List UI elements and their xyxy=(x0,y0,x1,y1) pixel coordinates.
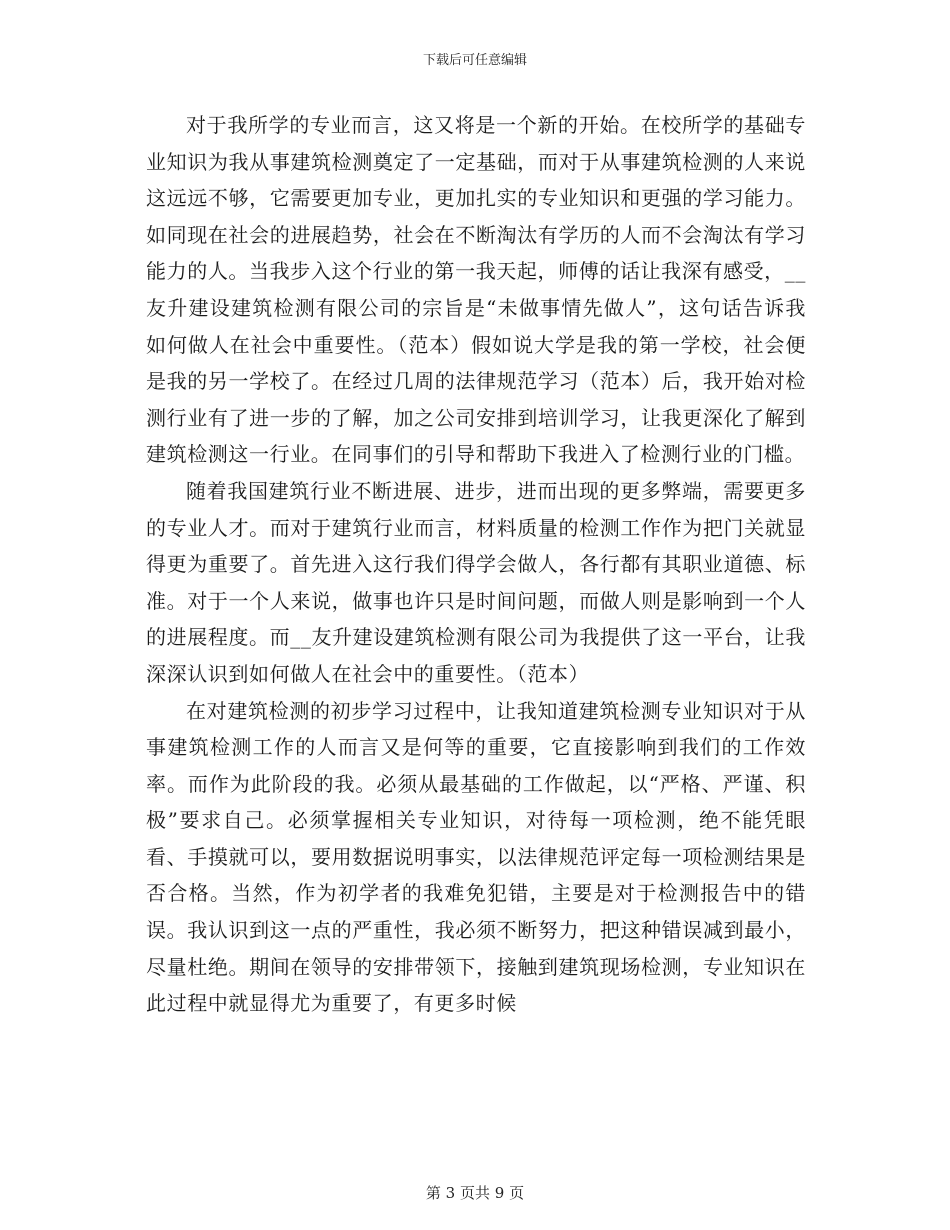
page-header: 下载后可任意编辑 xyxy=(422,53,527,68)
document-body xyxy=(146,107,806,1022)
paragraph-2: 随着我国建筑行业不断进展、进步，进而出现的更多弊端，需要更多的专业人才。而对于建筑行业而言，材料质量的检测工作作为把门关就显得更为重要了。首先进入这行我们得学会做人，各行都有其职业道德、标准。对于一个人来说，做事也许只是时间问题，而做人则是影响到一个人的进展程度。而__友升建设建筑检测有限公司为我提供了这一平台，让我深深认识到如何做人在社会中的重要性。（范本） xyxy=(146,478,806,686)
paragraph-1: 对于我所学的专业而言，这又将是一个新的开始。在校所学的基础专业知识为我从事建筑检测奠定了一定基础，而对于从事建筑检测的人来说这远远不够，它需要更加专业，更加扎实的专业知识和更强的学习能力。如同现在社会的进展趋势，社会在不断淘汰有学历的人而不会淘汰有学习能力的人。当我步入这个行业的第一我天起，师傅的话让我深有感受，__友升建设建筑检测有限公司的宗旨是“未做事情先做人”，这句话告诉我如何做人在社会中重要性。（范本）假如说大学是我的第一学校，社会便是我的另一学校了。在经过几周的法律规范学习（范本）后，我开始对检测行业有了进一步的了解，加之公司安排到培训学习，让我更深化了解到建筑检测这一行业。在同事们的引导和帮助下我进入了检测行业的门槛。 xyxy=(146,113,806,467)
page-footer: 第 3 页共 9 页 xyxy=(425,1184,525,1202)
paragraph-3: 在对建筑检测的初步学习过程中，让我知道建筑检测专业知识对于从事建筑检测工作的人而言又是何等的重要，它直接影响到我们的工作效率。而作为此阶段的我。必须从最基础的工作做起，以“严格、严谨、积极”要求自己。必须掌握相关专业知识，对待每一项检测，绝不能凭眼看、手摸就可以，要用数据说明事实，以法律规范评定每一项检测结果是否合格。当然，作为初学者的我难免犯错，主要是对于检测报告中的错误。我认识到这一点的严重性，我必须不断努力，把这种错误减到最小，尽量杜绝。期间在领导的安排带领下，接触到建筑现场检测，专业知识在此过程中就显得尤为重要了，有更多时候 xyxy=(146,698,806,1016)
